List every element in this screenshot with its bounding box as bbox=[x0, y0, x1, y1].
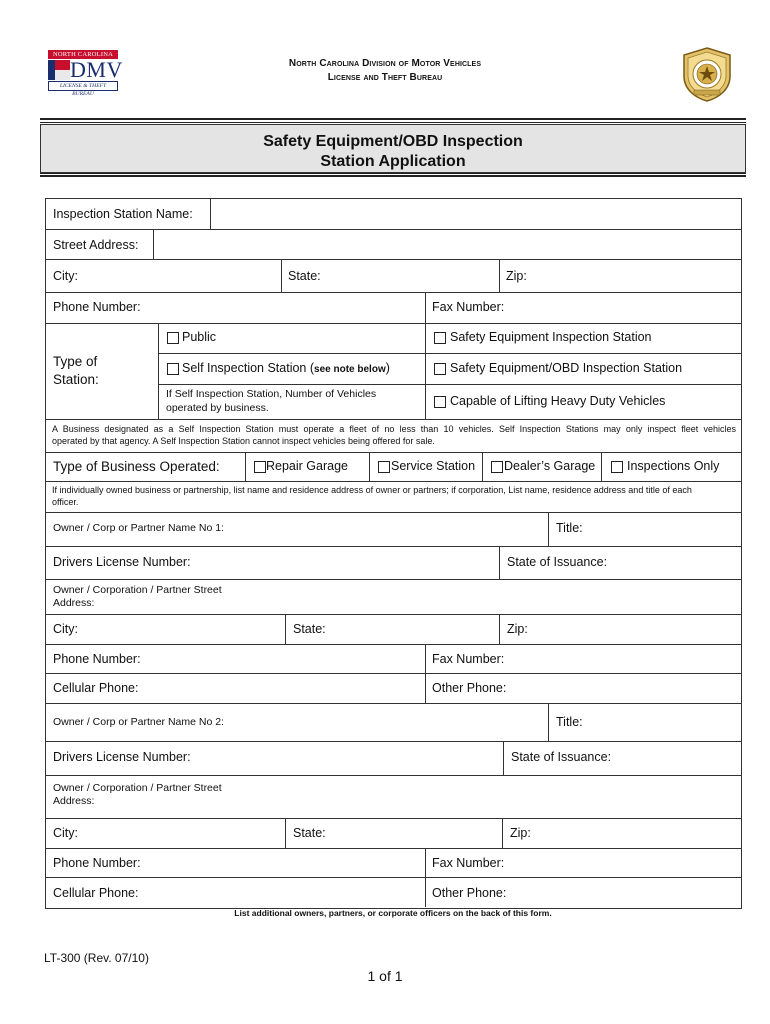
owner2-fax-field[interactable] bbox=[506, 850, 739, 876]
owner2-city-field[interactable] bbox=[82, 820, 284, 847]
station-type-label-line2: Station: bbox=[53, 372, 99, 387]
owner1-name-field[interactable] bbox=[236, 514, 547, 545]
fleet-count-label-line1: If Self Inspection Station, Number of Vehicles bbox=[166, 388, 377, 400]
fax-field[interactable] bbox=[514, 294, 739, 322]
owner2-phone-field[interactable] bbox=[140, 850, 424, 876]
heavy-duty-checkbox[interactable] bbox=[434, 396, 446, 408]
logo-top-text: NORTH CAROLINA bbox=[48, 50, 118, 59]
station-name-label: Inspection Station Name: bbox=[53, 207, 193, 221]
street-address-label: Street Address: bbox=[53, 238, 139, 252]
logo-main-text: DMV bbox=[70, 57, 123, 82]
owner1-phone-label: Phone Number: bbox=[53, 652, 141, 666]
business-type-label: Type of Business Operated: bbox=[53, 459, 220, 474]
zip-label: Zip: bbox=[506, 269, 527, 283]
owner1-city-field[interactable] bbox=[82, 616, 284, 643]
owner2-dl-label: Drivers License Number: bbox=[53, 750, 191, 764]
owner2-title-label: Title: bbox=[556, 715, 583, 729]
owner2-state-label: State: bbox=[293, 826, 326, 840]
additional-owners-note: List additional owners, partners, or corporate officers on the back of this form. bbox=[234, 908, 552, 918]
owner1-street-label-line2: Address: bbox=[53, 597, 95, 609]
heavy-duty-label: Capable of Lifting Heavy Duty Vehicles bbox=[450, 394, 666, 408]
fleet-count-field[interactable] bbox=[386, 387, 424, 417]
phone-label: Phone Number: bbox=[53, 300, 141, 314]
owner1-cell-label: Cellular Phone: bbox=[53, 681, 139, 695]
dealers-garage-label: Dealer’s Garage bbox=[504, 459, 596, 473]
owner2-street-label-line2: Address: bbox=[53, 795, 95, 807]
self-inspection-label: Self Inspection Station (see note below) bbox=[182, 361, 390, 375]
form-title-line2: Station Application bbox=[320, 153, 466, 170]
owner-instructions-line1: If individually owned business or partnership, list name and residence address of owner or partners; if corporation, List name, residence address and title of each bbox=[52, 485, 692, 495]
service-station-label: Service Station bbox=[391, 459, 476, 473]
owner1-fax-field[interactable] bbox=[506, 646, 739, 672]
form-number: LT-300 (Rev. 07/10) bbox=[44, 951, 149, 965]
inspections-only-label: Inspections Only bbox=[627, 459, 720, 473]
see-note-text: see note below bbox=[314, 364, 386, 375]
owner2-street-field[interactable] bbox=[235, 777, 739, 817]
self-inspection-note-line1: A Business designated as a Self Inspection Station must operate a fleet of no less than 10 vehicles. Self Inspection Stations may only inspect fleet vehicles bbox=[52, 424, 736, 434]
owner1-state-field[interactable] bbox=[328, 616, 498, 643]
station-name-field[interactable] bbox=[212, 201, 739, 228]
street-address-field[interactable] bbox=[155, 231, 739, 258]
owner1-title-field[interactable] bbox=[590, 514, 739, 545]
owner1-phone-field[interactable] bbox=[140, 646, 424, 672]
fax-label: Fax Number: bbox=[432, 300, 505, 314]
owner1-title-label: Title: bbox=[556, 521, 583, 535]
owner2-fax-label: Fax Number: bbox=[432, 856, 505, 870]
inspections-only-checkbox[interactable] bbox=[611, 461, 623, 473]
safety-equipment-label: Safety Equipment Inspection Station bbox=[450, 330, 652, 344]
owner1-issuance-field[interactable] bbox=[612, 548, 739, 578]
owner1-street-label-line1: Owner / Corporation / Partner Street bbox=[53, 584, 222, 596]
self-inspection-checkbox[interactable] bbox=[167, 363, 179, 375]
owner1-zip-field[interactable] bbox=[530, 616, 739, 643]
owner2-state-field[interactable] bbox=[328, 820, 501, 847]
owner2-name-label: Owner / Corp or Partner Name No 2: bbox=[53, 716, 224, 728]
owner-instructions-line2: officer. bbox=[52, 497, 79, 507]
dealers-garage-checkbox[interactable] bbox=[491, 461, 503, 473]
owner2-phone-label: Phone Number: bbox=[53, 856, 141, 870]
service-station-checkbox[interactable] bbox=[378, 461, 390, 473]
owner2-city-label: City: bbox=[53, 826, 78, 840]
owner1-other-phone-field[interactable] bbox=[510, 675, 739, 702]
owner1-dl-label: Drivers License Number: bbox=[53, 555, 191, 569]
self-inspection-note-line2: operated by that agency. A Self Inspection Station cannot inspect vehicles being offered for sale. bbox=[52, 436, 435, 446]
bureau-name: License and Theft Bureau bbox=[327, 72, 443, 83]
owner1-other-phone-label: Other Phone: bbox=[432, 681, 507, 695]
owner1-state-label: State: bbox=[293, 622, 326, 636]
owner1-zip-label: Zip: bbox=[507, 622, 528, 636]
repair-garage-label: Repair Garage bbox=[266, 459, 348, 473]
owner1-cell-field[interactable] bbox=[140, 675, 424, 702]
repair-garage-checkbox[interactable] bbox=[254, 461, 266, 473]
city-field[interactable] bbox=[90, 261, 280, 291]
owner2-issuance-field[interactable] bbox=[614, 743, 739, 774]
public-label: Public bbox=[182, 330, 217, 344]
safety-obd-checkbox[interactable] bbox=[434, 363, 446, 375]
owner2-cell-field[interactable] bbox=[140, 879, 424, 906]
owner1-street-field[interactable] bbox=[235, 581, 739, 613]
phone-field[interactable] bbox=[150, 294, 424, 322]
owner2-cell-label: Cellular Phone: bbox=[53, 886, 139, 900]
owner2-street-label-line1: Owner / Corporation / Partner Street bbox=[53, 782, 222, 794]
nc-flag-icon bbox=[48, 60, 70, 80]
owner1-city-label: City: bbox=[53, 622, 78, 636]
safety-obd-label: Safety Equipment/OBD Inspection Station bbox=[450, 361, 683, 375]
title-band bbox=[40, 118, 746, 178]
state-field[interactable] bbox=[328, 261, 498, 291]
safety-equipment-checkbox[interactable] bbox=[434, 332, 446, 344]
fleet-count-label-line2: operated by business. bbox=[166, 402, 269, 414]
owner2-dl-field[interactable] bbox=[192, 743, 502, 774]
owner2-title-field[interactable] bbox=[590, 705, 739, 740]
nc-state-seal-badge-icon bbox=[680, 46, 734, 102]
state-label: State: bbox=[288, 269, 321, 283]
owner1-name-label: Owner / Corp or Partner Name No 1: bbox=[53, 522, 224, 534]
zip-field[interactable] bbox=[530, 261, 739, 291]
city-label: City: bbox=[53, 269, 78, 283]
dmv-logo bbox=[48, 50, 123, 97]
owner1-fax-label: Fax Number: bbox=[432, 652, 505, 666]
station-type-label-line1: Type of bbox=[53, 354, 98, 369]
public-checkbox[interactable] bbox=[167, 332, 179, 344]
owner2-name-field[interactable] bbox=[236, 705, 547, 740]
owner1-dl-field[interactable] bbox=[192, 548, 498, 578]
owner1-issuance-label: State of Issuance: bbox=[507, 555, 608, 569]
page-number: 1 of 1 bbox=[367, 968, 403, 984]
form-title-line1: Safety Equipment/OBD Inspection bbox=[263, 133, 523, 150]
owner2-other-phone-label: Other Phone: bbox=[432, 886, 507, 900]
logo-bottom-text: LICENSE & THEFT BUREAU bbox=[48, 81, 118, 91]
owner2-issuance-label: State of Issuance: bbox=[511, 750, 612, 764]
agency-name: North Carolina Division of Motor Vehicles bbox=[288, 58, 482, 69]
owner2-other-phone-field[interactable] bbox=[510, 879, 739, 906]
owner2-zip-field[interactable] bbox=[534, 820, 739, 847]
owner2-zip-label: Zip: bbox=[510, 826, 531, 840]
